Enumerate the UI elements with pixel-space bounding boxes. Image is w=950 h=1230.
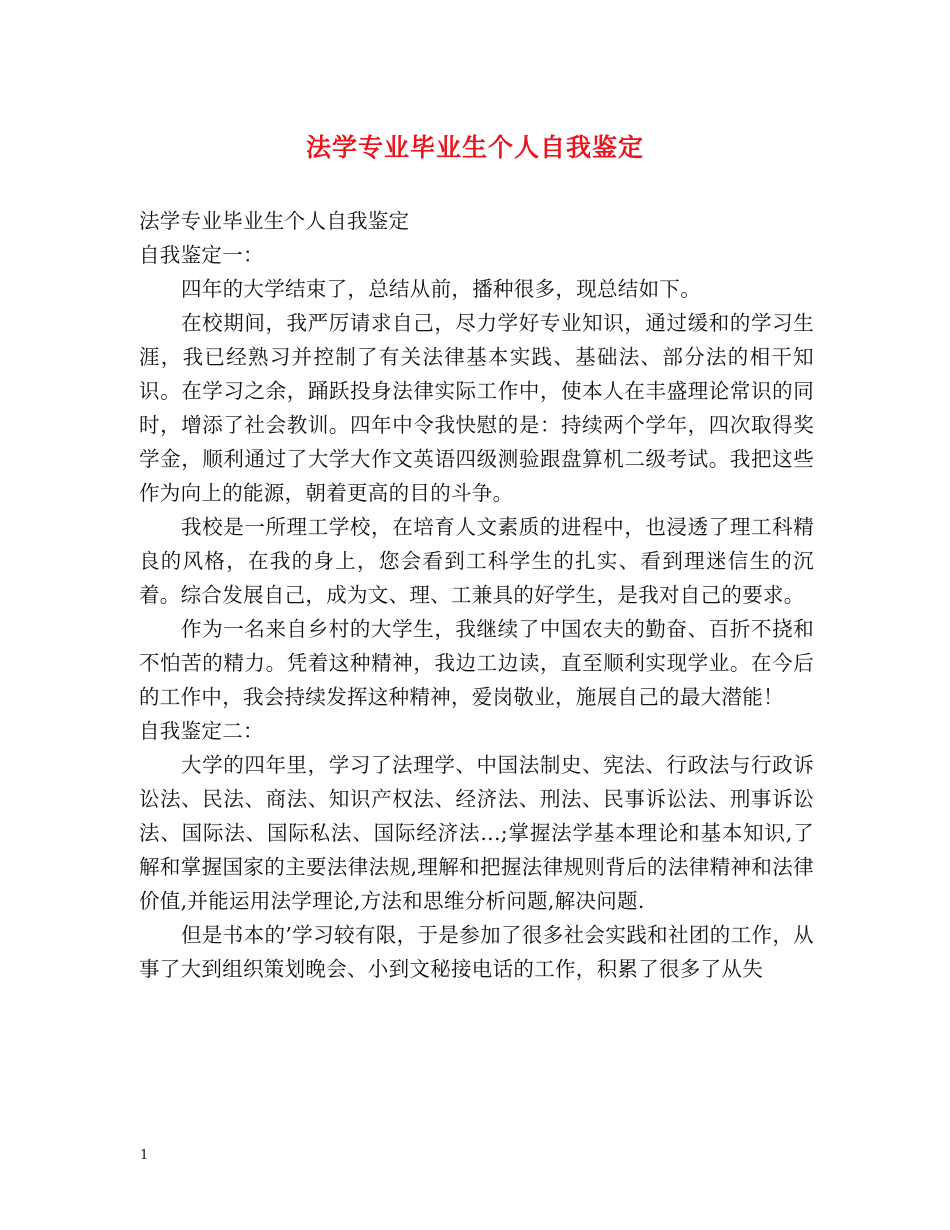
body-paragraph: 我校是一所理工学校，在培育人文素质的进程中，也浸透了理工科精良的风格，在我的身上，您会看到工科学生的扎实、看到理迷信生的沉着。综合发展自己，成为文、理、工兼具的好学生，是我对自己的要求。 [139, 515, 814, 607]
body-subtitle: 法学专业毕业生个人自我鉴定 [139, 209, 410, 233]
body-paragraph: 作为一名来自乡村的大学生，我继续了中国农夫的勤奋、百折不挠和不怕苦的精力。凭着这种精神，我边工边读，直至顺利实现学业。在今后的工作中，我会持续发挥这种精神，爱岗敬业，施展自己的最大潜能！ [139, 617, 814, 709]
section-heading-1: 自我鉴定一： [139, 243, 264, 267]
document-body [139, 204, 814, 986]
body-paragraph: 四年的大学结束了，总结从前，播种很多，现总结如下。 [181, 277, 701, 301]
body-paragraph: 大学的四年里，学习了法理学、中国法制史、宪法、行政法与行政诉讼法、民法、商法、知识产权法、经济法、刑法、民事诉讼法、刑事诉讼法、国际法、国际私法、国际经济法...;掌握法学基本理论和基本知识,了解和掌握国家的主要法律法规,理解和把握法律规则背后的法律精神和法律价值,并能运用法学理论,方法和思维分析问题,解决问题. [139, 753, 814, 913]
body-paragraph: 但是书本的’学习较有限，于是参加了很多社会实践和社团的工作，从事了大到组织策划晚会、小到文秘接电话的工作，积累了很多了从失 [139, 923, 814, 981]
document-title: 法学专业毕业生个人自我鉴定 [305, 133, 644, 162]
page-number: 1 [140, 1148, 149, 1163]
body-paragraph: 在校期间，我严厉请求自己，尽力学好专业知识，通过缓和的学习生涯，我已经熟习并控制了有关法律基本实践、基础法、部分法的相干知识。在学习之余，踊跃投身法律实际工作中，使本人在丰盛理论常识的同时，增添了社会教训。四年中令我快慰的是：持续两个学年，四次取得奖学金，顺利通过了大学大作文英语四级测验跟盘算机二级考试。我把这些作为向上的能源，朝着更高的目的斗争。 [139, 311, 814, 505]
section-heading-2: 自我鉴定二： [139, 719, 264, 743]
